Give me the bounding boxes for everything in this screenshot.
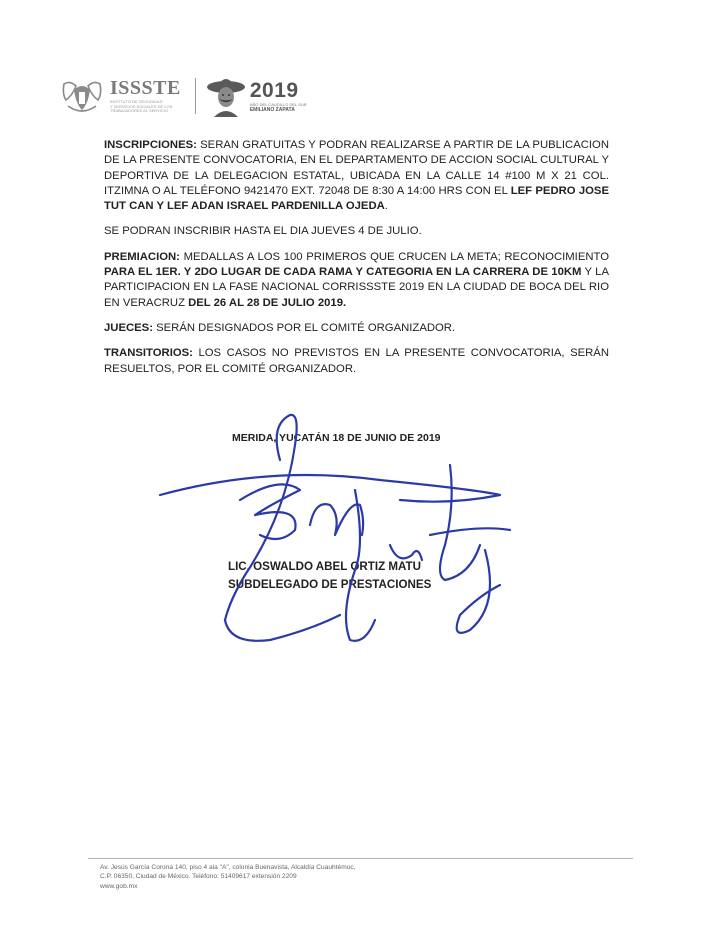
transitorios-paragraph — [104, 346, 609, 377]
footer-address — [100, 863, 356, 891]
header-divider — [195, 78, 196, 114]
premiacion-text-2: Y LA PARTICIPACION EN LA FASE NACIONAL CORRISSSTE 2019 EN LA CIUDAD DE BOCA DEL RIO EN VERACRUZ — [104, 266, 609, 309]
inscripciones-end: . — [384, 200, 388, 213]
jueces-label: JUECES: — [104, 321, 153, 334]
premiacion-text-1: MEDALLAS A LOS 100 PRIMEROS QUE CRUCEN LA META; RECONOCIMIENTO — [179, 250, 609, 263]
org-name: ISSSTE — [110, 77, 181, 100]
signer-name: LIC. OSWALDO ABEL ORTIZ MATU — [228, 560, 421, 573]
premiacion-dates: DEL 26 AL 28 DE JULIO 2019. — [188, 296, 347, 309]
inscripciones-paragraph — [104, 138, 609, 214]
footer-line-1: Av. Jesús García Corona 140, piso 4 ala "A", colonia Buenavista, Alcaldía Cuauhtémoc, — [100, 864, 356, 871]
letterhead — [60, 72, 307, 120]
year-name: EMILIANO ZAPATA — [249, 106, 295, 113]
place-and-date: MERIDA, YUCATÁN 18 DE JUNIO DE 2019 — [232, 432, 441, 444]
footer-divider — [88, 858, 633, 859]
instructors-names: LEF PEDRO JOSE TUT CAN Y LEF ADAN ISRAEL PARDENILLA OJEDA — [104, 184, 609, 213]
year-subtitle: AÑO DEL CAUDILLO DEL SUR — [249, 101, 307, 107]
inscripciones-label: INSCRIPCIONES: — [104, 139, 197, 151]
document-body — [104, 138, 609, 387]
zapata-portrait-icon — [206, 75, 246, 117]
premiacion-paragraph — [104, 250, 609, 311]
handwritten-signature — [150, 405, 590, 650]
premiacion-label: PREMIACION: — [104, 250, 180, 263]
transitorios-text: LOS CASOS NO PREVISTOS EN LA PRESENTE CONVOCATORIA, SERÁN RESUELTOS, POR EL COMITÉ ORGANIZADOR. — [104, 347, 609, 375]
footer-line-2: C.P. 06350, Ciudad de México. Teléfono: 51409617 extensión 2209 — [100, 873, 297, 881]
footer-website: www.gob.mx — [100, 882, 138, 890]
jueces-paragraph — [104, 321, 609, 336]
org-subtitle: INSTITUTO DE SEGURIDAD Y SERVICIOS SOCIALES DE LOS TRABAJADORES AL SERVICIO — [110, 99, 173, 114]
premiacion-bold-1: PARA EL 1ER. Y 2DO LUGAR DE CADA RAMA Y CATEGORIA EN LA CARRERA DE 10KM — [104, 266, 582, 279]
year-label: 2019 — [249, 78, 299, 102]
issste-logo-icon — [60, 76, 104, 116]
jueces-text: SERÁN DESIGNADOS POR EL COMITÉ ORGANIZADOR. — [152, 321, 456, 334]
inscripciones-text: SERAN GRATUITAS Y PODRAN REALIZARSE A PARTIR DE LA PUBLICACION DE LA PRESENTE CONVOCATORIA, EN EL DEPARTAMENTO DE ACCION SOCIAL CULTURAL Y DEPORTIVA DE LA DELEGACION ESTATAL, UBICADA EN LA CALLE 14 #100 M X 21 COL. ITZIMNA O AL TELÉFONO 9421470 EXT. 72048 DE 8:30 A 14:00 HRS CON EL — [104, 139, 609, 197]
transitorios-label: TRANSITORIOS: — [104, 347, 193, 360]
inscribir-paragraph: SE PODRAN INSCRIBIR HASTA EL DIA JUEVES 4 DE JULIO. — [104, 225, 422, 238]
signer-title: SUBDELEGADO DE PRESTACIONES — [228, 578, 432, 591]
